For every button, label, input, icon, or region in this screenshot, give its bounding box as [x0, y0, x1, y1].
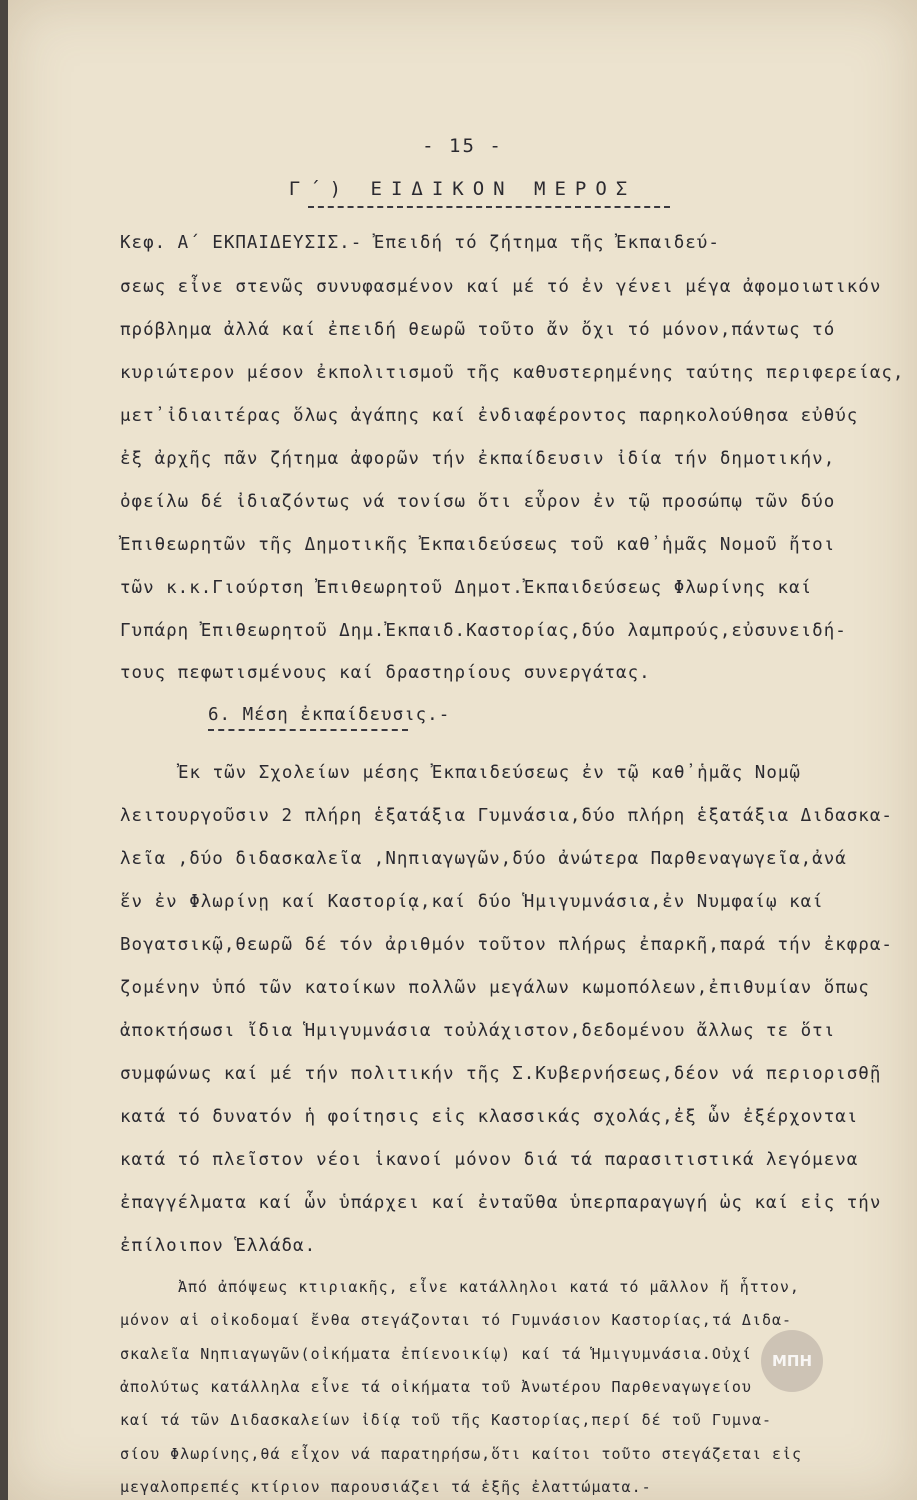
paragraph-line: καί τά τῶν Διδασκαλείων ἰδίᾳ τοῦ τῆς Καστορίας,περί δέ τοῦ Γυμνα- [120, 1411, 772, 1429]
paragraph-line: Γυπάρη Ἐπιθεωρητοῦ Δημ.Ἐκπαιδ.Καστορίας,δύο λαμπρούς,εὐσυνειδή- [120, 621, 847, 641]
paragraph-line: κατά τό πλεῖστον νέοι ἱκανοί μόνον διά τά παρασιτιστικά λεγόμενα [120, 1150, 859, 1170]
paragraph-line: ζομένην ὑπό τῶν κατοίκων πολλῶν μεγάλων κωμοπόλεων,ἐπιθυμίαν ὅπως [120, 978, 870, 998]
paragraph-line: κατά τό δυνατόν ἡ φοίτησις εἰς κλασσικάς σχολάς,ἐξ ὧν ἐξέρχονται [120, 1107, 859, 1127]
paragraph-line: μόνον αἱ οἰκοδομαί ἔνθα στεγάζονται τό Γυμνάσιον Καστορίας,τά Διδα- [120, 1311, 793, 1329]
paragraph-line: Ἀπό ἀπόψεως κτιριακῆς, εἶνε κατάλληλοι κατά τό μᾶλλον ἤ ἧττον, [178, 1278, 800, 1296]
document-page [8, 0, 917, 1500]
page-number: - 15 - [422, 135, 503, 157]
paragraph-line: κυριώτερον μέσον ἐκπολιτισμοῦ τῆς καθυστερημένης ταύτης περιφερείας, [120, 363, 905, 383]
paragraph-line: Κεφ. Α΄ ΕΚΠΑΙΔΕΥΣΙΣ.- Ἐπειδή τό ζήτημα τῆς Ἐκπαιδεύ- [120, 233, 720, 253]
paragraph-line: ἐξ ἀρχῆς πᾶν ζήτημα ἀφορῶν τήν ἐκπαίδευσιν ἰδία τήν δημοτικήν, [120, 449, 836, 469]
paragraph-line: ἀπολύτως κατάλληλα εἶνε τά οἰκήματα τοῦ Ἀνωτέρου Παρθεναγωγείου [120, 1378, 752, 1396]
paragraph-line: ἐπίλοιπον Ἑλλάδα. [120, 1236, 317, 1256]
paragraph-line: ἕν ἐν Φλωρίνῃ καί Καστορίᾳ,καί δύο Ἡμιγυμνάσια,ἐν Νυμφαίῳ καί [120, 892, 824, 912]
paragraph-line: ἀποκτήσωσι ἴδια Ἡμιγυμνάσια τοὐλάχιστον,δεδομένου ἄλλως τε ὅτι [120, 1021, 836, 1041]
paragraph-line: μετ᾽ἰδιαιτέρας ὅλως ἀγάπης καί ἐνδιαφέροντος παρηκολούθησα εὐθύς [120, 406, 859, 426]
section-title: Γ΄) ΕΙΔΙΚΟΝ ΜΕΡΟΣ [288, 178, 637, 200]
paragraph-line: τῶν κ.κ.Γιούρτση Ἐπιθεωρητοῦ Δημοτ.Ἐκπαιδεύσεως Φλωρίνης καί [120, 578, 813, 598]
paragraph-line: συμφώνως καί μέ τήν πολιτικήν τῆς Σ.Κυβερνήσεως,δέον νά περιορισθῇ [120, 1064, 882, 1084]
paragraph-line: σκαλεῖα Νηπιαγωγῶν(οἰκήματα ἐπίενοικίῳ) καί τά Ἡμιγυμνάσια.Οὐχί [120, 1345, 752, 1363]
title-underline [308, 206, 670, 208]
paragraph-line: πρόβλημα ἀλλά καί ἐπειδή θεωρῶ τοῦτο ἄν ὄχι τό μόνον,πάντως τό [120, 320, 836, 340]
paragraph-line: Ἐπιθεωρητῶν τῆς Δημοτικῆς Ἐκπαιδεύσεως τοῦ καθ᾽ἡμᾶς Νομοῦ ἤτοι [120, 535, 836, 555]
archive-stamp: ΜΠΗ [761, 1330, 823, 1392]
subheading: 6. Μέση ἐκπαίδευσις.- [208, 705, 451, 725]
paragraph-line: ὀφείλω δέ ἰδιαζόντως νά τονίσω ὅτι εὗρον ἐν τῷ προσώπῳ τῶν δύο [120, 492, 836, 512]
paragraph-line: σίου Φλωρίνης,θά εἶχον νά παρατηρήσω,ὅτι καίτοι τοῦτο στεγάζεται εἰς [120, 1445, 803, 1463]
paragraph-line: τους πεφωτισμένους καί δραστηρίους συνεργάτας. [120, 663, 651, 683]
paragraph-line: λεῖα ,δύο διδασκαλεῖα ,Νηπιαγωγῶν,δύο ἀνώτερα Παρθεναγωγεῖα,ἀνά [120, 849, 847, 869]
paragraph-line: μεγαλοπρεπές κτίριον παρουσιάζει τά ἑξῆς ἐλαττώματα.- [120, 1478, 652, 1496]
paragraph-line: λειτουργοῦσιν 2 πλήρη ἑξατάξια Γυμνάσια,δύο πλήρη ἑξατάξια Διδασκα- [120, 806, 893, 826]
paragraph-line: σεως εἶνε στενῶς συνυφασμένον καί μέ τό ἐν γένει μέγα ἀφομοιωτικόν [120, 277, 882, 297]
subheading-underline [208, 729, 408, 731]
paragraph-line: Ἐκ τῶν Σχολείων μέσης Ἐκπαιδεύσεως ἐν τῷ καθ᾽ἡμᾶς Νομῷ [178, 763, 801, 783]
paragraph-line: ἐπαγγέλματα καί ὧν ὑπάρχει καί ἐνταῦθα ὑπερπαραγωγή ὡς καί εἰς τήν [120, 1193, 882, 1213]
paragraph-line: Βογατσικῷ,θεωρῶ δέ τόν ἀριθμόν τοῦτον πλήρως ἐπαρκῆ,παρά τήν ἐκφρα- [120, 935, 893, 955]
